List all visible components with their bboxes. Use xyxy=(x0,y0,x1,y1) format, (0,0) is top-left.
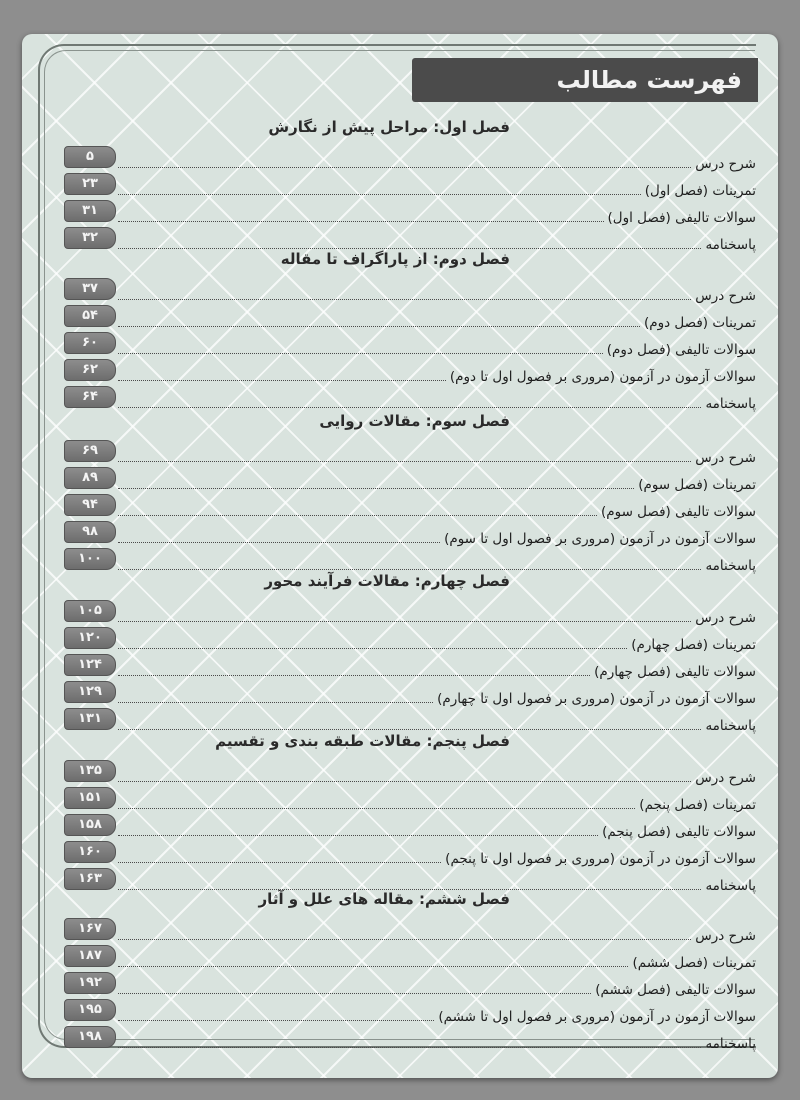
entry-line xyxy=(118,475,756,493)
entry-line xyxy=(118,208,756,226)
entry-line xyxy=(118,154,756,172)
dot-leader xyxy=(118,166,691,168)
dot-leader xyxy=(118,298,691,300)
entry-label: سوالات تالیفی (فصل ششم) xyxy=(595,982,756,998)
entry-label: سوالات آزمون در آزمون (مروری بر فصول اول تا چهارم) xyxy=(437,691,756,707)
page-number-badge: ۱۳۱ xyxy=(64,708,116,730)
page-number-badge: ۵ xyxy=(64,146,116,168)
entry-label: پاسخنامه xyxy=(705,1036,756,1052)
entry-label: پاسخنامه xyxy=(705,396,756,412)
page-number-badge: ۱۹۲ xyxy=(64,972,116,994)
toc-entry[interactable] xyxy=(64,332,756,358)
entry-line xyxy=(118,635,756,653)
page-number-badge: ۱۲۰ xyxy=(64,627,116,649)
page-number-badge: ۱۲۹ xyxy=(64,681,116,703)
chapter-heading: فصل سوم: مقالات روایی xyxy=(319,412,510,430)
entry-line xyxy=(118,689,756,707)
page-number-badge: ۶۲ xyxy=(64,359,116,381)
dot-leader xyxy=(118,406,701,408)
dot-leader xyxy=(118,861,441,863)
entry-label: سوالات تالیفی (فصل سوم) xyxy=(600,504,756,520)
page-number-badge: ۱۳۵ xyxy=(64,760,116,782)
entry-label: شرح درس xyxy=(695,288,756,304)
dot-leader xyxy=(118,1019,434,1021)
dot-leader xyxy=(118,938,691,940)
toc-entry[interactable] xyxy=(64,200,756,226)
entry-line xyxy=(118,340,756,358)
entry-line xyxy=(118,394,756,412)
dot-leader xyxy=(118,460,691,462)
toc-entry[interactable] xyxy=(64,681,756,707)
toc-entry[interactable] xyxy=(64,467,756,493)
page-number-badge: ۱۹۵ xyxy=(64,999,116,1021)
entry-label: سوالات آزمون در آزمون (مروری بر فصول اول تا دوم) xyxy=(449,369,756,385)
entry-label: شرح درس xyxy=(695,928,756,944)
entry-label: تمرینات (فصل اول) xyxy=(644,183,756,199)
page-number-badge: ۵۴ xyxy=(64,305,116,327)
dot-leader xyxy=(118,220,604,222)
dot-leader xyxy=(118,541,440,543)
entry-line xyxy=(118,768,756,786)
entry-line xyxy=(118,529,756,547)
entry-line xyxy=(118,286,756,304)
toc-entry[interactable] xyxy=(64,999,756,1025)
entry-line xyxy=(118,1007,756,1025)
entry-label: سوالات آزمون در آزمون (مروری بر فصول اول تا سوم) xyxy=(444,531,756,547)
dot-leader xyxy=(118,352,603,354)
entry-line xyxy=(118,849,756,867)
dot-leader xyxy=(118,674,590,676)
entry-label: شرح درس xyxy=(695,156,756,172)
toc-entry[interactable] xyxy=(64,787,756,813)
page-number-badge: ۹۸ xyxy=(64,521,116,543)
toc-entry[interactable] xyxy=(64,945,756,971)
toc-entry[interactable] xyxy=(64,1026,756,1052)
dot-leader xyxy=(118,1046,701,1048)
page-number-badge: ۳۱ xyxy=(64,200,116,222)
page-title: فهرست مطالب xyxy=(556,66,742,94)
entry-line xyxy=(118,953,756,971)
toc-entry[interactable] xyxy=(64,600,756,626)
entry-label: شرح درس xyxy=(695,450,756,466)
toc-entry[interactable] xyxy=(64,386,756,412)
toc-entry[interactable] xyxy=(64,654,756,680)
entry-label: شرح درس xyxy=(695,770,756,786)
page-number-badge: ۶۰ xyxy=(64,332,116,354)
entry-line xyxy=(118,367,756,385)
entry-label: سوالات آزمون در آزمون (مروری بر فصول اول تا پنجم) xyxy=(445,851,756,867)
chapter-heading: فصل چهارم: مقالات فرآیند محور xyxy=(264,572,510,590)
dot-leader xyxy=(118,728,701,730)
entry-label: تمرینات (فصل ششم) xyxy=(632,955,756,971)
page-number-badge: ۸۹ xyxy=(64,467,116,489)
chapter-heading: فصل اول: مراحل پیش از نگارش xyxy=(268,118,510,136)
entry-line xyxy=(118,1034,756,1052)
page-number-badge: ۳۷ xyxy=(64,278,116,300)
entry-label: سوالات آزمون در آزمون (مروری بر فصول اول تا ششم) xyxy=(438,1009,756,1025)
dot-leader xyxy=(118,193,641,195)
page-number-badge: ۱۶۰ xyxy=(64,841,116,863)
dot-leader xyxy=(118,568,701,570)
entry-label: شرح درس xyxy=(695,610,756,626)
entry-label: تمرینات (فصل سوم) xyxy=(638,477,756,493)
page-number-badge: ۲۳ xyxy=(64,173,116,195)
page-number-badge: ۱۵۸ xyxy=(64,814,116,836)
entry-label: تمرینات (فصل چهارم) xyxy=(631,637,756,653)
toc-entry[interactable] xyxy=(64,918,756,944)
entry-label: پاسخنامه xyxy=(705,237,756,253)
entry-label: تمرینات (فصل دوم) xyxy=(643,315,756,331)
entry-line xyxy=(118,980,756,998)
toc-entry[interactable] xyxy=(64,708,756,734)
toc-entry[interactable] xyxy=(64,760,756,786)
dot-leader xyxy=(118,647,627,649)
dot-leader xyxy=(118,379,446,381)
page-number-badge: ۱۰۰ xyxy=(64,548,116,570)
toc-entry[interactable] xyxy=(64,521,756,547)
page-number-badge: ۱۶۷ xyxy=(64,918,116,940)
entry-label: سوالات تالیفی (فصل اول) xyxy=(607,210,756,226)
entry-line xyxy=(118,662,756,680)
entry-line xyxy=(118,502,756,520)
entry-line xyxy=(118,181,756,199)
dot-leader xyxy=(118,992,591,994)
entry-line xyxy=(118,608,756,626)
page-number-badge: ۱۰۵ xyxy=(64,600,116,622)
dot-leader xyxy=(118,834,598,836)
entry-line xyxy=(118,822,756,840)
toc-entry[interactable] xyxy=(64,494,756,520)
dot-leader xyxy=(118,514,597,516)
chapter-heading: فصل پنجم: مقالات طبقه بندی و تقسیم xyxy=(215,732,510,750)
page-number-badge: ۹۴ xyxy=(64,494,116,516)
dot-leader xyxy=(118,780,691,782)
page-number-badge: ۱۹۸ xyxy=(64,1026,116,1048)
page-number-badge: ۳۲ xyxy=(64,227,116,249)
dot-leader xyxy=(118,701,433,703)
page-number-badge: ۱۵۱ xyxy=(64,787,116,809)
dot-leader xyxy=(118,247,701,249)
chapter-heading: فصل ششم: مقاله های علل و آثار xyxy=(258,890,510,908)
toc-entry[interactable] xyxy=(64,146,756,172)
entry-label: پاسخنامه xyxy=(705,718,756,734)
toc-entry[interactable] xyxy=(64,841,756,867)
dot-leader xyxy=(118,487,634,489)
entry-line xyxy=(118,448,756,466)
toc-entry[interactable] xyxy=(64,814,756,840)
toc-entry[interactable] xyxy=(64,278,756,304)
toc-entry[interactable] xyxy=(64,359,756,385)
page-number-badge: ۶۴ xyxy=(64,386,116,408)
entry-label: پاسخنامه xyxy=(705,878,756,894)
entry-label: سوالات تالیفی (فصل چهارم) xyxy=(594,664,756,680)
toc-entry[interactable] xyxy=(64,548,756,574)
page-number-badge: ۱۲۴ xyxy=(64,654,116,676)
entry-label: پاسخنامه xyxy=(705,558,756,574)
entry-line xyxy=(118,795,756,813)
dot-leader xyxy=(118,807,635,809)
entry-line xyxy=(118,313,756,331)
dot-leader xyxy=(118,965,628,967)
page-number-badge: ۶۹ xyxy=(64,440,116,462)
entry-label: تمرینات (فصل پنجم) xyxy=(639,797,756,813)
toc-entry[interactable] xyxy=(64,972,756,998)
toc-entry[interactable] xyxy=(64,227,756,253)
entry-label: سوالات تالیفی (فصل پنجم) xyxy=(602,824,756,840)
entry-line xyxy=(118,926,756,944)
entry-label: سوالات تالیفی (فصل دوم) xyxy=(606,342,756,358)
toc-entry[interactable] xyxy=(64,868,756,894)
toc-entry[interactable] xyxy=(64,305,756,331)
page-number-badge: ۱۶۳ xyxy=(64,868,116,890)
page-number-badge: ۱۸۷ xyxy=(64,945,116,967)
toc-entry[interactable] xyxy=(64,627,756,653)
dot-leader xyxy=(118,325,640,327)
toc-entry[interactable] xyxy=(64,173,756,199)
dot-leader xyxy=(118,620,691,622)
chapter-heading: فصل دوم: از پاراگراف تا مقاله xyxy=(280,250,510,268)
toc-entry[interactable] xyxy=(64,440,756,466)
